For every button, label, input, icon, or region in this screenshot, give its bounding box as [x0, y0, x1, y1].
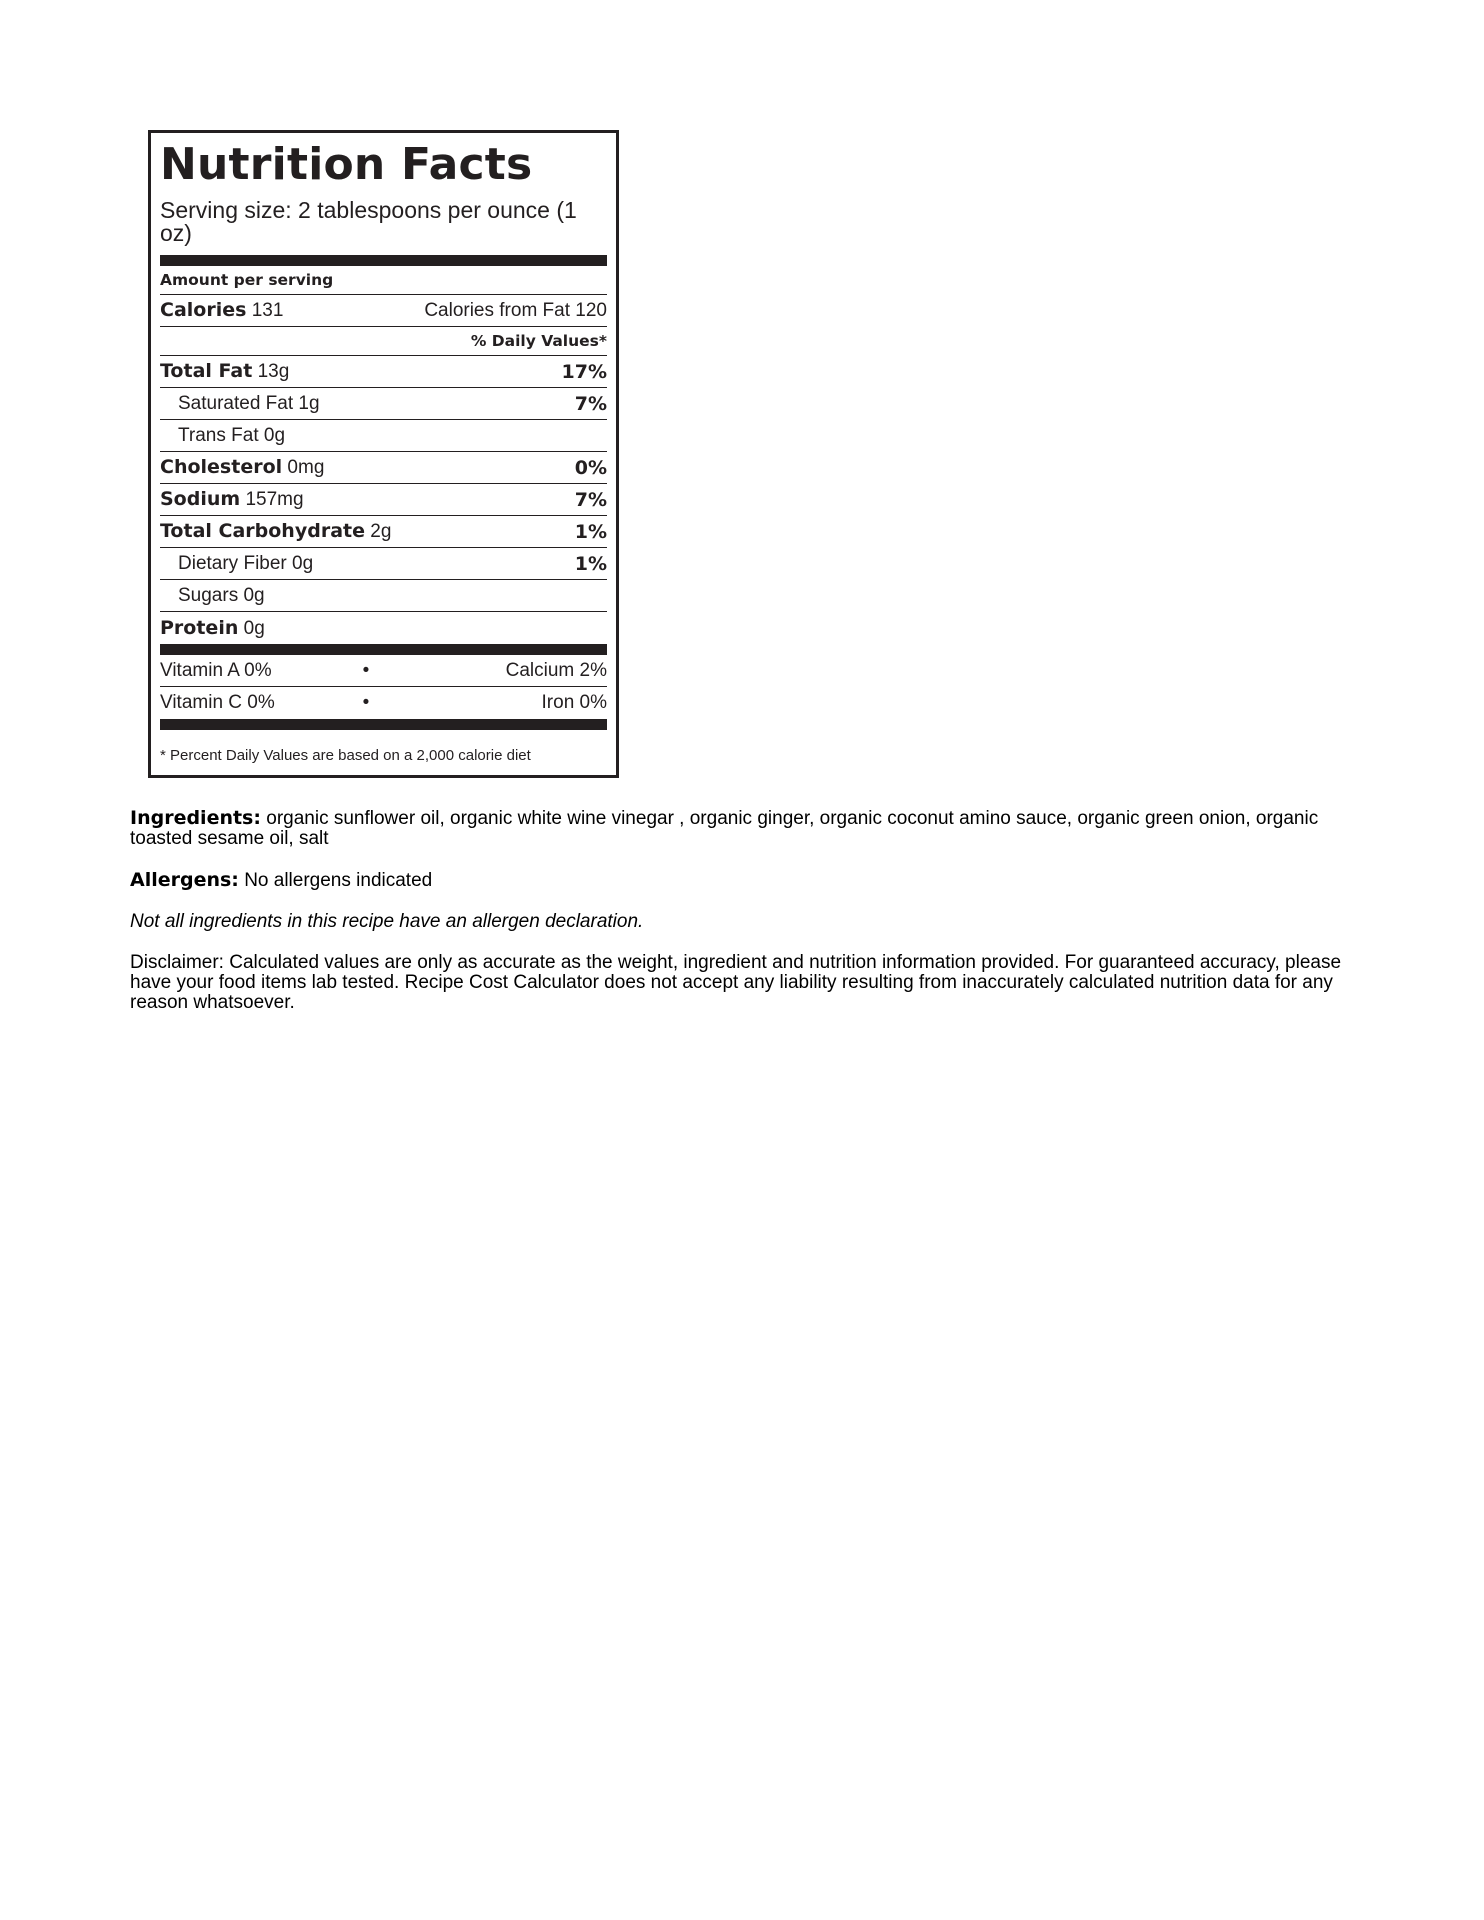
- nutrient-row-total-fat: [160, 356, 607, 388]
- nutrient-dv: 1%: [574, 552, 607, 575]
- vitamin-row: [160, 687, 607, 719]
- nutrient-total-fat: [160, 360, 289, 383]
- vitamin-right: Calcium 2%: [505, 659, 607, 681]
- nutrient-sugars: [178, 585, 265, 607]
- nutrient-row-protein: [160, 612, 607, 644]
- nutrient-name: Dietary Fiber: [178, 552, 287, 574]
- nutrient-amount: 2g: [370, 521, 392, 542]
- nutrient-dv: 7%: [574, 392, 607, 415]
- thick-divider: [160, 644, 607, 655]
- ingredients: [130, 808, 1360, 849]
- vitamin-left: Vitamin C 0%: [160, 692, 275, 713]
- nutrient-row-sodium: [160, 484, 607, 516]
- allergens: [130, 870, 1360, 891]
- nutrient-name: Total Carbohydrate: [160, 520, 365, 542]
- nutrient-dv: 17%: [561, 360, 607, 383]
- nutrient-dv: 0%: [574, 456, 607, 479]
- calories-from-fat: Calories from Fat 120: [424, 299, 607, 321]
- nutrient-trans-fat: [178, 425, 285, 447]
- nutrient-sodium: [160, 488, 304, 511]
- label-title: Nutrition Facts: [160, 139, 533, 190]
- allergens-label: Allergens:: [130, 869, 239, 891]
- nutrient-amount: 0mg: [287, 457, 325, 478]
- serving-size: Serving size: 2 tablespoons per ounce (1 oz): [160, 197, 577, 246]
- nutrition-facts-label: [148, 130, 619, 778]
- nutrient-row-total-carbohydrate: [160, 516, 607, 548]
- nutrient-name: Sugars: [178, 584, 239, 606]
- nutrient-row-dietary-fiber: [160, 548, 607, 580]
- vitamin-row: [160, 655, 607, 687]
- daily-values-header: % Daily Values*: [470, 332, 607, 350]
- calories-label: Calories: [160, 299, 247, 321]
- nutrient-amount: 13g: [257, 361, 290, 382]
- thick-divider: [160, 719, 607, 730]
- disclaimer: Disclaimer: Calculated values are only as accurate as the weight, ingredient and nutrition information provided. For guaranteed accuracy, please have your food items lab tested. Recipe Cost Calculator does not accept any liability resulting from inaccurately calculated nutrition data for any reason whatsoever.: [130, 952, 1342, 1013]
- nutrient-name: Saturated Fat: [178, 392, 294, 414]
- nutrient-total-carbohydrate: [160, 520, 391, 543]
- ingredients-text: organic sunflower oil, organic white wine vinegar , organic ginger, organic coconut amino sauce, organic green onion, organic toasted sesame oil, salt: [130, 808, 1319, 849]
- nutrient-dv: 7%: [574, 488, 607, 511]
- daily-values-footnote: * Percent Daily Values are based on a 2,000 calorie diet: [160, 747, 531, 764]
- allergen-note: Not all ingredients in this recipe have an allergen declaration.: [130, 911, 644, 932]
- nutrient-amount: 0g: [243, 584, 265, 606]
- nutrient-cholesterol: [160, 456, 324, 479]
- calories: [160, 299, 283, 322]
- daily-values-header-row: [160, 327, 607, 356]
- allergens-text: No allergens indicated: [244, 870, 433, 891]
- vitamin-left: Vitamin A 0%: [160, 659, 272, 681]
- nutrient-name: Protein: [160, 616, 239, 639]
- ingredients-label: Ingredients:: [130, 807, 261, 829]
- nutrient-name: Trans Fat: [178, 424, 259, 446]
- nutrient-amount: 0g: [263, 424, 286, 446]
- nutrient-dv: 1%: [574, 520, 607, 543]
- label-details: [130, 808, 1360, 1034]
- nutrient-row-cholesterol: [160, 452, 607, 484]
- bullet-separator: •: [362, 692, 370, 713]
- nutrient-name: Sodium: [160, 488, 241, 510]
- nutrient-amount: 157mg: [245, 489, 304, 510]
- amount-per-serving-row: [160, 266, 607, 295]
- vitamin-right: Iron 0%: [541, 692, 607, 713]
- nutrient-amount: 1g: [298, 392, 320, 414]
- calories-value: 131: [251, 300, 284, 321]
- nutrient-row-saturated-fat: [160, 388, 607, 420]
- nutrient-row-sugars: [160, 580, 607, 612]
- amount-per-serving: Amount per serving: [160, 271, 334, 289]
- nutrient-amount: 0g: [292, 552, 314, 574]
- nutrient-dietary-fiber: [178, 553, 313, 575]
- nutrient-protein: [160, 617, 265, 640]
- nutrient-name: Cholesterol: [160, 456, 283, 478]
- bullet-separator: •: [362, 659, 370, 681]
- nutrient-name: Total Fat: [160, 360, 253, 382]
- calories-row: [160, 295, 607, 327]
- nutrient-row-trans-fat: [160, 420, 607, 452]
- thick-divider: [160, 255, 607, 266]
- nutrient-amount: 0g: [243, 617, 265, 639]
- nutrient-saturated-fat: [178, 393, 320, 415]
